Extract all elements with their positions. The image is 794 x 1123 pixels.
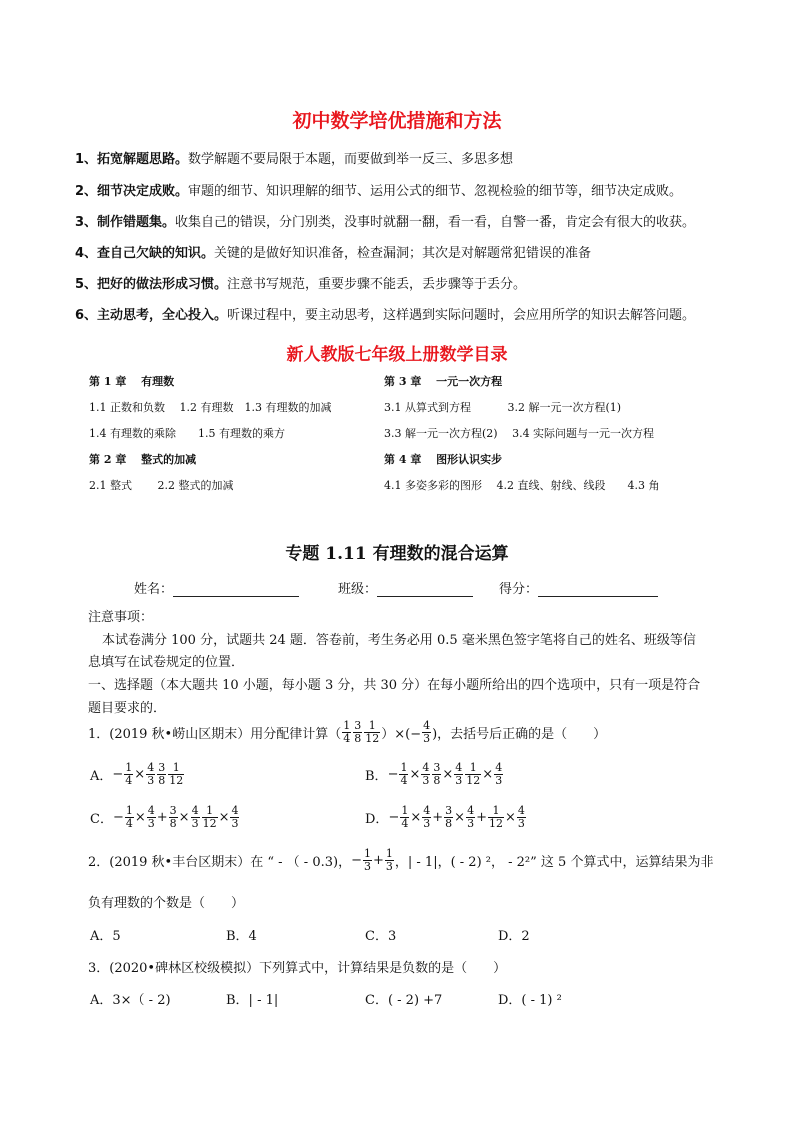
q3-option-a[interactable]: A．3×（ - 2): [90, 993, 171, 1008]
tip-head: 5、把好的做法形成习惯。: [75, 277, 228, 292]
tip-text: 注意书写规范，重要步骤不能丢，丢步骤等于丢分。: [227, 277, 527, 292]
tip-head: 1、拓宽解题思路。: [75, 152, 189, 167]
q2-stem-b: ，| - 1|，( - 2) ²， - 2²” 这 5 个算式中，运算结果为非: [394, 855, 714, 870]
tip-head: 4、查自己欠缺的知识。: [75, 246, 215, 261]
q3-option-d[interactable]: D．( - 1) ²: [498, 993, 562, 1008]
score-field: [499, 578, 658, 597]
tip-text: 听课过程中，要主动思考，这样遇到实际问题时，会应用所学的知识去解答问题。: [227, 308, 696, 323]
q1-option-c[interactable]: C． − $\frac{1}{4}$ × $\frac{4}{3}$ + $\frac{3}{8}$ × $\frac{4}{3}$ $\frac{1}{12}$ × $\frac{4}{3}$: [90, 804, 239, 830]
q1-stem-a: 1．(2019 秋•崂山区期末）用分配律计算（: [88, 727, 342, 742]
q2-stem: 2．(2019 秋•丰台区期末）在 “ - （ - 0.3)， − $\frac{1}{3}$ + $\frac{1}{3}$ ，| - 1|，( - 2) ²， - 2²” 这 5 个算式中，运算结果为非: [88, 847, 714, 873]
score-blank[interactable]: [538, 581, 658, 597]
catalog-ch4-row1: 4.1 多姿多彩的图形 4.2 直线、射线、线段 4.3 角: [384, 479, 660, 492]
tip-4: [75, 242, 591, 261]
tip-text: 审题的细节、知识理解的细节、运用公式的细节、忽视检验的细节等，细节决定成败。: [188, 184, 683, 199]
tip-2: [75, 180, 682, 199]
catalog-ch3-title: 第 3 章 一元一次方程: [384, 375, 503, 388]
tip-text: 关键的是做好知识准备，检查漏洞；其次是对解题常犯错误的准备: [214, 246, 592, 261]
section1-line-1: 一、选择题（本大题共 10 小题，每小题 3 分，共 30 分）在每小题所给出的四个选项中，只有一项是符合: [88, 678, 701, 693]
class-blank[interactable]: [377, 581, 473, 597]
q2-option-d[interactable]: D．2: [498, 929, 530, 944]
q2-stem-a: 2．(2019 秋•丰台区期末）在 “ - （ - 0.3)，: [88, 855, 352, 870]
catalog-ch3-row2: 3.3 解一元一次方程(2) 3.4 实际问题与一元一次方程: [384, 427, 655, 440]
name-field: [134, 578, 299, 597]
class-field: [338, 578, 473, 597]
catalog-ch1-title: 第 1 章 有理数: [89, 375, 175, 388]
catalog-title: 新人教版七年级上册数学目录: [286, 345, 508, 365]
tip-text: 收集自己的错误，分门别类，没事时就翻一翻，看一看，自警一番，肯定会有很大的收获。: [175, 215, 696, 230]
q1-stem-c: )，去括号后正确的是（ ）: [432, 727, 607, 742]
name-blank[interactable]: [173, 581, 299, 597]
tip-head: 6、主动思考，全心投入。: [75, 308, 228, 323]
tip-head: 3、制作错题集。: [75, 215, 176, 230]
catalog-ch1-row2: 1.4 有理数的乘除 1.5 有理数的乘方: [89, 427, 285, 440]
frac-3-8: $\frac{3}{8}$: [354, 719, 362, 745]
tip-1: [75, 148, 513, 167]
catalog-ch3-row1: 3.1 从算式到方程 3.2 解一元一次方程(1): [384, 401, 622, 414]
notice-label: 注意事项：: [88, 610, 154, 625]
q3-option-b[interactable]: B．| - 1|: [226, 993, 279, 1008]
catalog-ch2-title: 第 2 章 整式的加减: [89, 453, 197, 466]
tip-head: 2、细节决定成败。: [75, 184, 189, 199]
frac-1-4: $\frac{1}{4}$: [343, 719, 351, 745]
frac-1-12: $\frac{1}{12}$: [365, 719, 380, 745]
section1-line-2: 题目要求的．: [88, 701, 167, 716]
q1-stem: [88, 720, 606, 745]
doc-title: 初中数学培优措施和方法: [292, 110, 502, 132]
q2-option-a[interactable]: A．5: [90, 929, 121, 944]
catalog-ch2-row1: 2.1 整式 2.2 整式的加减: [89, 479, 234, 492]
q1-option-a[interactable]: A． − $\frac{1}{4}$ × $\frac{4}{3}$ $\frac{3}{8}$ $\frac{1}{12}$: [90, 761, 184, 787]
subject-title: 专题 1.11 有理数的混合运算: [285, 544, 509, 564]
catalog-ch4-title: 第 4 章 图形认识实步: [384, 453, 503, 466]
notice-line-1: 本试卷满分 100 分，试题共 24 题．答卷前，考生务必用 0.5 毫米黑色签字笔将自己的姓名、班级等信: [102, 633, 696, 648]
q3-option-c[interactable]: C．( - 2) +7: [365, 993, 443, 1008]
name-label: 姓名：: [134, 582, 174, 597]
q1-option-b[interactable]: B． − $\frac{1}{4}$ × $\frac{4}{3}$ $\frac{3}{8}$ × $\frac{4}{3}$ $\frac{1}{12}$ × $\frac{4}{3}$: [365, 761, 503, 787]
tip-text: 数学解题不要局限于本题，而要做到举一反三、多思多想: [188, 152, 514, 167]
q3-stem: 3．(2020•碑林区校级模拟）下列算式中，计算结果是负数的是（ ）: [88, 961, 507, 976]
tip-6: [75, 304, 695, 323]
q1-option-d[interactable]: D． − $\frac{1}{4}$ × $\frac{4}{3}$ + $\frac{3}{8}$ × $\frac{4}{3}$ + $\frac{1}{12}$ × $\frac{4}{3}$: [365, 804, 525, 830]
frac-4-3: $\frac{4}{3}$: [423, 719, 431, 745]
notice-line-2: 息填写在试卷规定的位置．: [88, 655, 245, 670]
q2-option-c[interactable]: C．3: [365, 929, 397, 944]
score-label: 得分：: [499, 582, 539, 597]
tip-5: [75, 273, 526, 292]
q2-stem-line2: 负有理数的个数是（ ）: [88, 896, 245, 911]
tip-3: [75, 211, 695, 230]
catalog-ch1-row1: 1.1 正数和负数 1.2 有理数 1.3 有理数的加减: [89, 401, 332, 414]
q2-option-b[interactable]: B．4: [226, 929, 257, 944]
q1-stem-b: ）×(−: [381, 727, 422, 742]
class-label: 班级：: [338, 582, 378, 597]
